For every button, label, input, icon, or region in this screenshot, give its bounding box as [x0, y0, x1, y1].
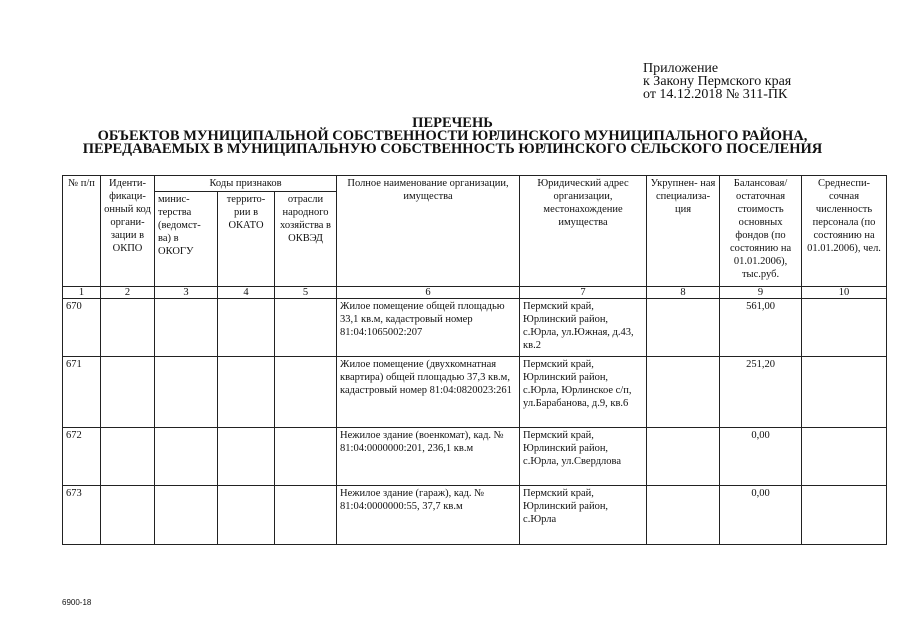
cell-address: Пермский край, Юрлинский район, с.Юрла, ул.Свердлова [520, 428, 647, 486]
cell-okato [218, 428, 275, 486]
cell-specialization [647, 357, 720, 428]
cell-num: 670 [63, 299, 101, 357]
col-number: 2 [101, 287, 155, 299]
title-line-3: ПЕРЕДАВАЕМЫХ В МУНИЦИПАЛЬНУЮ СОБСТВЕННОСТЬ ЮРЛИНСКОГО СЕЛЬСКОГО ПОСЕЛЕНИЯ [82, 141, 823, 157]
cell-okogu [155, 357, 218, 428]
cell-okved [275, 428, 337, 486]
cell-num: 672 [63, 428, 101, 486]
appendix-line-2: к Закону Пермского края [643, 74, 792, 89]
appendix-line-1: Приложение [643, 61, 719, 76]
cell-balance: 561,00 [720, 299, 802, 357]
cell-specialization [647, 486, 720, 545]
property-table [62, 175, 887, 545]
cell-name: Жилое помещение общей площадью 33,1 кв.м, кадастровый номер 81:04:1065002:207 [337, 299, 520, 357]
cell-okved [275, 357, 337, 428]
cell-num: 673 [63, 486, 101, 545]
cell-specialization [647, 299, 720, 357]
col-number: 5 [275, 287, 337, 299]
cell-okpo [101, 486, 155, 545]
cell-address: Пермский край, Юрлинский район, с.Юрла, ул.Южная, д.43, кв.2 [520, 299, 647, 357]
cell-okogu [155, 486, 218, 545]
cell-okved [275, 299, 337, 357]
column-number-row [63, 287, 887, 299]
cell-name: Нежилое здание (гараж), кад. № 81:04:0000000:55, 37,7 кв.м [337, 486, 520, 545]
cell-okogu [155, 428, 218, 486]
cell-okogu [155, 299, 218, 357]
col-number: 6 [337, 287, 520, 299]
cell-num: 671 [63, 357, 101, 428]
title-line-2: ОБЪЕКТОВ МУНИЦИПАЛЬНОЙ СОБСТВЕННОСТИ ЮРЛИНСКОГО МУНИЦИПАЛЬНОГО РАЙОНА, [97, 128, 808, 144]
col-number: 4 [218, 287, 275, 299]
header-name: Полное наименование организации, имущества [337, 176, 520, 287]
col-number: 10 [802, 287, 887, 299]
header-okato: террито- рии в ОКАТО [218, 192, 275, 287]
header-num: № п/п [63, 176, 101, 287]
cell-okato [218, 357, 275, 428]
document-title [20, 117, 885, 156]
col-number: 9 [720, 287, 802, 299]
cell-okved [275, 486, 337, 545]
table-row [63, 299, 887, 357]
cell-okpo [101, 428, 155, 486]
col-number: 7 [520, 287, 647, 299]
cell-staff [802, 486, 887, 545]
header-codes-group: Коды признаков [155, 176, 337, 192]
col-number: 3 [155, 287, 218, 299]
col-number: 8 [647, 287, 720, 299]
col-number: 1 [63, 287, 101, 299]
cell-address: Пермский край, Юрлинский район, с.Юрла [520, 486, 647, 545]
table-row [63, 357, 887, 428]
appendix-line-3: от 14.12.2018 № 311-ПК [643, 87, 788, 102]
cell-specialization [647, 428, 720, 486]
cell-address: Пермский край, Юрлинский район, с.Юрла, Юрлинское с/п, ул.Барабанова, д.9, кв.6 [520, 357, 647, 428]
cell-staff [802, 357, 887, 428]
cell-okpo [101, 299, 155, 357]
cell-staff [802, 428, 887, 486]
appendix-block [643, 62, 791, 101]
header-okved: отрасли народного хозяйства в ОКВЭД [275, 192, 337, 287]
title-line-1: ПЕРЕЧЕНЬ [412, 115, 493, 131]
header-staff: Среднеспи- сочная численность персонала (по состоянию на 01.01.2006), чел. [802, 176, 887, 287]
cell-balance: 251,20 [720, 357, 802, 428]
document-code: 6900-18 [62, 598, 92, 607]
cell-balance: 0,00 [720, 486, 802, 545]
table-row [63, 428, 887, 486]
header-specialization: Укрупнен- ная специализа- ция [647, 176, 720, 287]
header-address: Юридический адрес организации, местонахождение имущества [520, 176, 647, 287]
cell-name: Нежилое здание (военкомат), кад. № 81:04:0000000:201, 236,1 кв.м [337, 428, 520, 486]
header-okpo: Иденти- фикаци- онный код органи- зации в ОКПО [101, 176, 155, 287]
header-row-1 [63, 176, 887, 192]
cell-okato [218, 486, 275, 545]
cell-balance: 0,00 [720, 428, 802, 486]
header-okogu: минис- терства (ведомст- ва) в ОКОГУ [155, 192, 218, 287]
cell-staff [802, 299, 887, 357]
cell-okpo [101, 357, 155, 428]
cell-name: Жилое помещение (двухкомнатная квартира) общей площадью 37,3 кв.м, кадастровый номер 81:04:0820023:261 [337, 357, 520, 428]
table-row [63, 486, 887, 545]
cell-okato [218, 299, 275, 357]
header-balance: Балансовая/ остаточная стоимость основных фондов (по состоянию на 01.01.2006), тыс.руб. [720, 176, 802, 287]
